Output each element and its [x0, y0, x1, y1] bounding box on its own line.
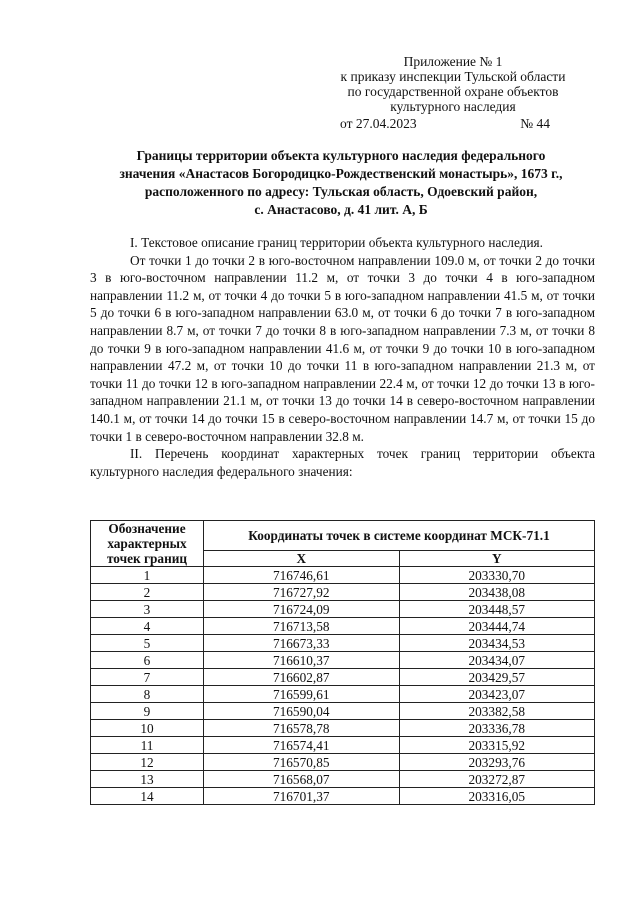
appendix-line: культурного наследия — [390, 99, 516, 114]
x-coordinate-cell: 716673,33 — [204, 635, 400, 652]
table-row — [91, 686, 595, 703]
point-number-cell: 12 — [91, 754, 204, 771]
y-coordinate-cell: 203448,57 — [399, 601, 595, 618]
point-number-cell: 13 — [91, 771, 204, 788]
x-coordinate-cell: 716727,92 — [204, 584, 400, 601]
title-line: значения «Анастасов Богородицко-Рождественский монастырь», 1673 г., — [119, 166, 563, 181]
point-number-cell: 2 — [91, 584, 204, 601]
appendix-header — [318, 54, 588, 114]
col-x-header: X — [204, 550, 400, 566]
point-number-cell: 11 — [91, 737, 204, 754]
point-number-cell: 1 — [91, 567, 204, 584]
y-coordinate-cell: 203272,87 — [399, 771, 595, 788]
point-number-cell: 10 — [91, 720, 204, 737]
table-row — [91, 771, 595, 788]
x-coordinate-cell: 716713,58 — [204, 618, 400, 635]
table-row — [91, 669, 595, 686]
y-coordinate-cell: 203315,92 — [399, 737, 595, 754]
col-y-header: Y — [399, 550, 595, 566]
section1-body: От точки 1 до точки 2 в юго-восточном направлении 109.0 м, от точки 2 до точки 3 в юго-восточном направлении 11.2 м, от точки 3 до точки 4 в юго-западном направлении 11.2 м, от точки 4 до точки 5 в юго-западном направлении 41.5 м, от точки 5 до точки 6 в юго-западном направлении 63.0 м, от точки 6 до точки 7 в юго-западном направлении 8.7 м, от точки 7 до точки 8 в юго-западном направлении 7.3 м, от точки 8 до точки 9 в юго-западном направлении 41.6 м, от точки 9 до точки 10 в юго-западном направлении 47.2 м, от точки 10 до точки 11 в юго-западном направлении 21.3 м, от точки 11 до точки 12 в юго-западном направлении 22.4 м, от точки 12 до точки 13 в юго-западном направлении 21.1 м, от точки 13 до точки 14 в северо-восточном направлении 140.1 м, от точки 14 до точки 15 в северо-восточном направлении 14.7 м, от точки 15 до точки 1 в северо-восточном направлении 32.8 м. — [90, 252, 595, 444]
section2-heading: II. Перечень координат характерных точек границ территории объекта культурного наследия федерального значения: — [90, 446, 595, 479]
point-number-cell: 5 — [91, 635, 204, 652]
table-row — [91, 618, 595, 635]
y-coordinate-cell: 203429,57 — [399, 669, 595, 686]
x-coordinate-cell: 716568,07 — [204, 771, 400, 788]
x-coordinate-cell: 716570,85 — [204, 754, 400, 771]
point-number-cell: 8 — [91, 686, 204, 703]
order-number: № 44 — [520, 116, 550, 131]
point-number-cell: 3 — [91, 601, 204, 618]
y-coordinate-cell: 203382,58 — [399, 703, 595, 720]
x-coordinate-cell: 716724,09 — [204, 601, 400, 618]
x-coordinate-cell: 716590,04 — [204, 703, 400, 720]
y-coordinate-cell: 203330,70 — [399, 567, 595, 584]
table-row — [91, 737, 595, 754]
y-coordinate-cell: 203438,08 — [399, 584, 595, 601]
table-row — [91, 635, 595, 652]
document-body — [90, 234, 595, 480]
coordinates-table-body — [91, 567, 595, 805]
y-coordinate-cell: 203336,78 — [399, 720, 595, 737]
point-number-cell: 14 — [91, 788, 204, 805]
table-row — [91, 584, 595, 601]
x-coordinate-cell: 716701,37 — [204, 788, 400, 805]
appendix-line: к приказу инспекции Тульской области — [340, 69, 566, 84]
y-coordinate-cell: 203434,53 — [399, 635, 595, 652]
document-title — [96, 147, 586, 219]
table-row — [91, 601, 595, 618]
y-coordinate-cell: 203293,76 — [399, 754, 595, 771]
point-number-cell: 9 — [91, 703, 204, 720]
x-coordinate-cell: 716578,78 — [204, 720, 400, 737]
title-line: Границы территории объекта культурного наследия федерального — [136, 148, 546, 163]
x-coordinate-cell: 716599,61 — [204, 686, 400, 703]
section1-heading: I. Текстовое описание границ территории объекта культурного наследия. — [130, 235, 543, 250]
table-row — [91, 788, 595, 805]
order-date: от 27.04.2023 — [340, 116, 417, 131]
coordinates-table — [90, 520, 595, 805]
table-row — [91, 567, 595, 584]
table-row — [91, 652, 595, 669]
col-coords-header: Координаты точек в системе координат МСК-71.1 — [204, 521, 595, 551]
y-coordinate-cell: 203444,74 — [399, 618, 595, 635]
x-coordinate-cell: 716602,87 — [204, 669, 400, 686]
table-row — [91, 703, 595, 720]
table-row — [91, 754, 595, 771]
y-coordinate-cell: 203434,07 — [399, 652, 595, 669]
point-number-cell: 6 — [91, 652, 204, 669]
x-coordinate-cell: 716746,61 — [204, 567, 400, 584]
x-coordinate-cell: 716574,41 — [204, 737, 400, 754]
appendix-line: Приложение № 1 — [403, 54, 503, 69]
col-point-header: Обозначение характерных точек границ — [91, 521, 204, 567]
y-coordinate-cell: 203316,05 — [399, 788, 595, 805]
table-row — [91, 720, 595, 737]
point-number-cell: 4 — [91, 618, 204, 635]
title-line: расположенного по адресу: Тульская область, Одоевский район, — [144, 184, 538, 199]
y-coordinate-cell: 203423,07 — [399, 686, 595, 703]
x-coordinate-cell: 716610,37 — [204, 652, 400, 669]
point-number-cell: 7 — [91, 669, 204, 686]
appendix-line: по государственной охране объектов — [347, 84, 559, 99]
title-line: с. Анастасово, д. 41 лит. А, Б — [254, 202, 428, 217]
order-date-number — [340, 116, 550, 132]
